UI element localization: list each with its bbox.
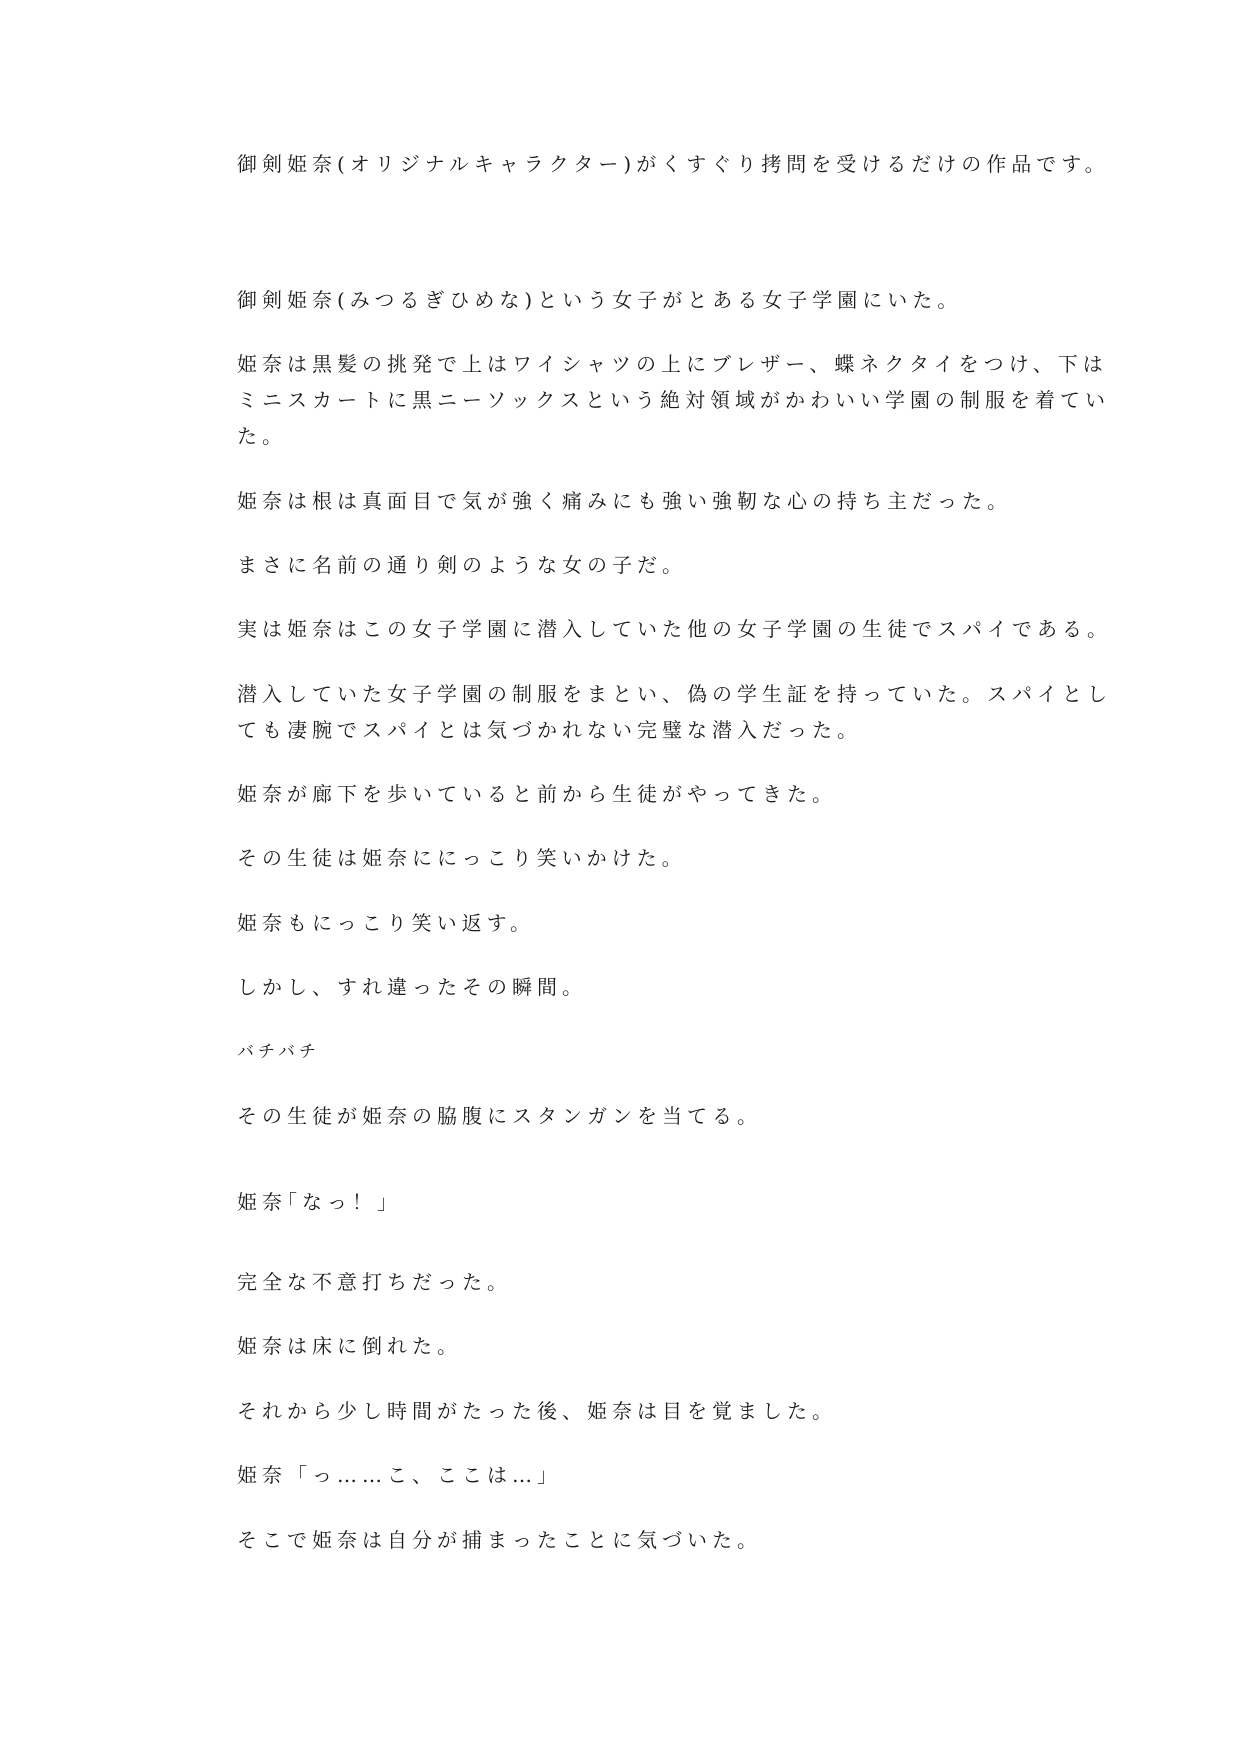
paragraph-line: それから少し時間がたった後、姫奈は目を覚ました。 xyxy=(237,1399,837,1423)
paragraph-line: た。 xyxy=(237,424,287,448)
intro-line: 御剣姫奈(オリジナルキャラクター)がくすぐり拷問を受けるだけの作品です。 xyxy=(237,152,1110,176)
sound-effect-line: バチバチ xyxy=(237,1042,320,1062)
paragraph-line: ミニスカートに黒ニーソックスという絶対領域がかわいい学園の制服を着てい xyxy=(237,388,1110,412)
paragraph-line: 姫奈は黒髪の挑発で上はワイシャツの上にブレザー、蝶ネクタイをつけ、下は xyxy=(237,352,1108,376)
paragraph-line: 姫奈は床に倒れた。 xyxy=(237,1334,462,1358)
paragraph-line: そこで姫奈は自分が捕まったことに気づいた。 xyxy=(237,1528,762,1552)
paragraph-line: 潜入していた女子学園の制服をまとい、偽の学生証を持っていた。スパイとし xyxy=(237,682,1112,706)
paragraph-line: しかし、すれ違ったその瞬間。 xyxy=(237,975,587,999)
paragraph-line: まさに名前の通り剣のような女の子だ。 xyxy=(237,553,687,577)
paragraph-line: 完全な不意打ちだった。 xyxy=(237,1270,512,1294)
dialogue-line: 姫奈｢なっ！｣ xyxy=(237,1190,392,1214)
paragraph-line: ても凄腕でスパイとは気づかれない完璧な潜入だった。 xyxy=(237,718,862,742)
paragraph-line: 実は姫奈はこの女子学園に潜入していた他の女子学園の生徒でスパイである。 xyxy=(237,617,1112,641)
paragraph-line: その生徒は姫奈ににっこり笑いかけた。 xyxy=(237,846,687,870)
dialogue-line: 姫奈「っ……こ、ここは…」 xyxy=(237,1463,562,1487)
paragraph-line: 御剣姫奈(みつるぎひめな)という女子がとある女子学園にいた。 xyxy=(237,288,963,312)
paragraph-line: その生徒が姫奈の脇腹にスタンガンを当てる。 xyxy=(237,1104,762,1128)
paragraph-line: 姫奈は根は真面目で気が強く痛みにも強い強靭な心の持ち主だった。 xyxy=(237,489,1012,513)
paragraph-line: 姫奈もにっこり笑い返す。 xyxy=(237,911,535,935)
paragraph-line: 姫奈が廊下を歩いていると前から生徒がやってきた。 xyxy=(237,782,837,806)
